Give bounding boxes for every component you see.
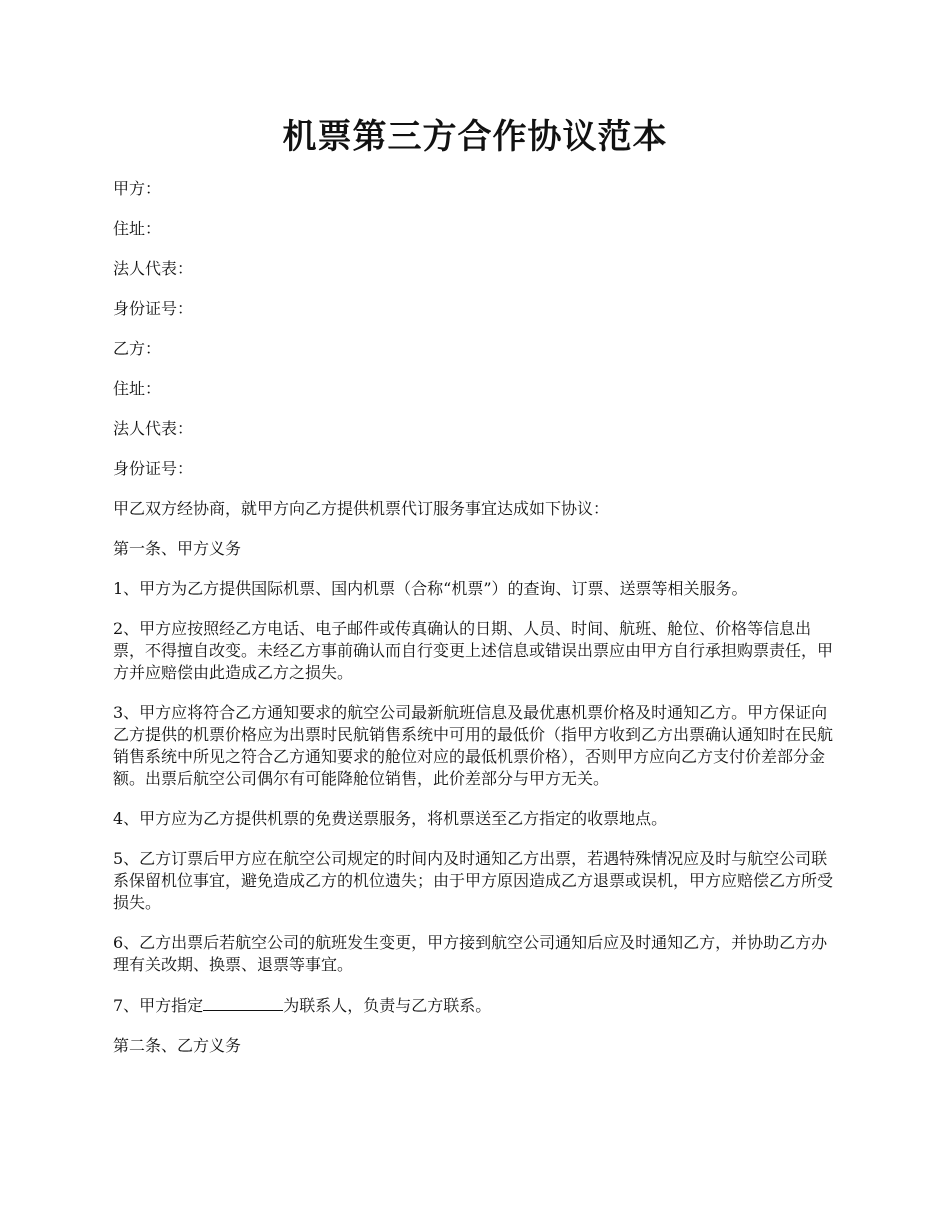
article1-clause-7 xyxy=(113,994,843,1017)
party-b-legal-rep-label: 法人代表： xyxy=(113,419,194,438)
article1-clause-5: 5、乙方订票后甲方应在航空公司规定的时间内及时通知乙方出票，若遇特殊情况应及时与航空公司联系保留机位事宜，避免造成乙方的机位遗失；由于甲方原因造成乙方退票或误机，甲方应赔偿乙方所受损失。 xyxy=(113,849,834,912)
clause-7-suffix: 为联系人，负责与乙方联系。 xyxy=(283,996,492,1015)
party-b-address-label: 住址： xyxy=(113,379,162,398)
party-a-address-label: 住址： xyxy=(113,219,162,238)
party-a-name-label: 甲方： xyxy=(113,179,162,198)
article1-clause-2: 2、甲方应按照经乙方电话、电子邮件或传真确认的日期、人员、时间、航班、舱位、价格等信息出票，不得擅自改变。未经乙方事前确认而自行变更上述信息或错误出票应由甲方自行承担购票责任，甲方并应赔偿由此造成乙方之损失。 xyxy=(113,619,834,682)
party-a-legal-rep-label: 法人代表： xyxy=(113,259,194,278)
party-a-id-label: 身份证号： xyxy=(113,299,194,318)
party-b-name-label: 乙方： xyxy=(113,339,162,358)
preamble: 甲乙双方经协商，就甲方向乙方提供机票代订服务事宜达成如下协议： xyxy=(113,499,610,518)
document-title: 机票第三方合作协议范本 xyxy=(282,117,668,157)
contact-person-blank xyxy=(203,994,283,1011)
article1-heading: 第一条、甲方义务 xyxy=(113,539,242,558)
party-b-id-label: 身份证号： xyxy=(113,459,194,478)
article1-clause-3: 3、甲方应将符合乙方通知要求的航空公司最新航班信息及最优惠机票价格及时通知乙方。甲方保证向乙方提供的机票价格应为出票时民航销售系统中可用的最低价（指甲方收到乙方出票确认通知时在民航销售系统中所见之符合乙方通知要求的舱位对应的最低机票价格），否则甲方应向乙方支付价差部分金额。出票后航空公司偶尔有可能降舱位销售，此价差部分与甲方无关。 xyxy=(113,703,834,788)
article2-heading: 第二条、乙方义务 xyxy=(113,1036,242,1055)
article1-clause-6: 6、乙方出票后若航空公司的航班发生变更，甲方接到航空公司通知后应及时通知乙方，并协助乙方办理有关改期、换票、退票等事宜。 xyxy=(113,933,828,974)
document-body xyxy=(113,178,843,1075)
article1-clause-4: 4、甲方应为乙方提供机票的免费送票服务，将机票送至乙方指定的收票地点。 xyxy=(113,809,668,828)
article1-clause-1: 1、甲方为乙方提供国际机票、国内机票（合称“机票”）的查询、订票、送票等相关服务。 xyxy=(113,579,748,598)
clause-7-prefix: 7、甲方指定 xyxy=(113,996,204,1015)
